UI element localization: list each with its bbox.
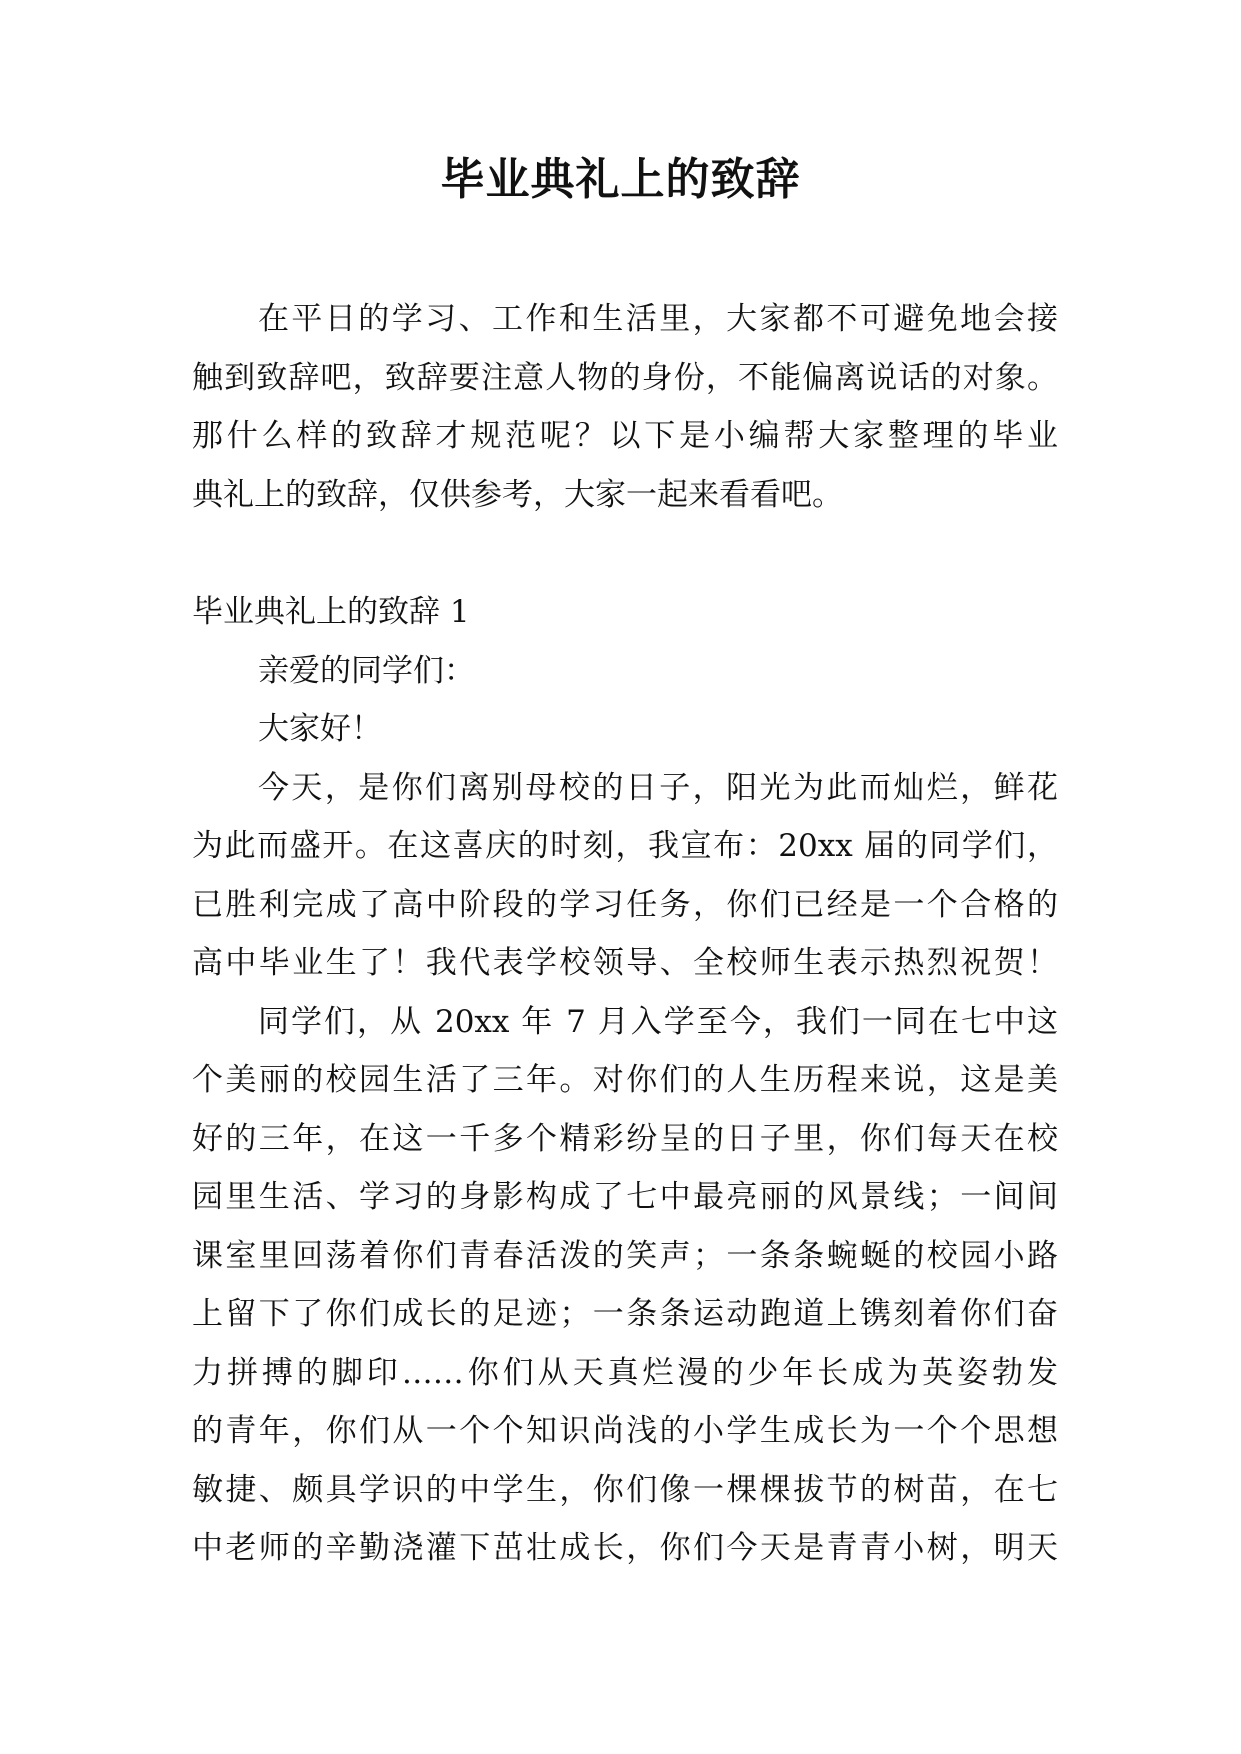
paragraph-line: 同学们，从 20xx 年 7 月入学至今，我们一同在七中这: [258, 1003, 1058, 1040]
paragraph-line: 园里生活、学习的身影构成了七中最亮丽的风景线；一间间: [192, 1179, 1058, 1215]
paragraph-line: 课室里回荡着你们青春活泼的笑声；一条条蜿蜒的校园小路: [192, 1237, 1058, 1274]
paragraph-line: 力拼搏的脚印……你们从天真烂漫的少年长成为英姿勃发: [192, 1354, 1058, 1391]
paragraph-line: 中老师的辛勤浇灌下茁壮成长，你们今天是青青小树，明天: [192, 1530, 1058, 1566]
paragraph-line: 高中毕业生了！我代表学校领导、全校师生表示热烈祝贺！: [192, 945, 1058, 981]
paragraph-line: 亲爱的同学们：: [258, 652, 475, 689]
paragraph-line: 大家好！: [258, 711, 382, 747]
section-heading: 毕业典礼上的致辞 1: [192, 594, 470, 630]
intro-paragraph: [192, 290, 1058, 524]
intro-line: 典礼上的致辞，仅供参考，大家一起来看看吧。: [192, 476, 843, 513]
paragraph-line: 今天，是你们离别母校的日子，阳光为此而灿烂，鲜花: [258, 769, 1058, 806]
paragraph-line: 的青年，你们从一个个知识尚浅的小学生成长为一个个思想: [192, 1413, 1058, 1449]
paragraph-line: 个美丽的校园生活了三年。对你们的人生历程来说，这是美: [192, 1062, 1058, 1098]
document-title: 毕业典礼上的致辞: [440, 154, 801, 205]
intro-line: 在平日的学习、工作和生活里，大家都不可避免地会接: [258, 301, 1058, 337]
paragraph-line: 已胜利完成了高中阶段的学习任务，你们已经是一个合格的: [192, 886, 1058, 923]
paragraph-line: 敏捷、颇具学识的中学生，你们像一棵棵拔节的树苗，在七: [192, 1471, 1058, 1508]
body-paragraph: [192, 759, 1058, 993]
intro-line: 那什么样的致辞才规范呢？以下是小编帮大家整理的毕业: [192, 418, 1058, 454]
paragraph-line: 为此而盛开。在这喜庆的时刻，我宣布：20xx 届的同学们，: [192, 828, 1058, 864]
paragraph-line: 好的三年，在这一千多个精彩纷呈的日子里，你们每天在校: [192, 1120, 1058, 1157]
greeting-paragraph: [192, 700, 1058, 759]
speech-section: [192, 583, 1058, 1578]
body-paragraph: [192, 993, 1058, 1578]
intro-line: 触到致辞吧，致辞要注意人物的身份，不能偏离说话的对象。: [192, 359, 1058, 396]
paragraph-line: 上留下了你们成长的足迹；一条条运动跑道上镌刻着你们奋: [192, 1296, 1058, 1332]
salutation-paragraph: [192, 642, 1058, 701]
